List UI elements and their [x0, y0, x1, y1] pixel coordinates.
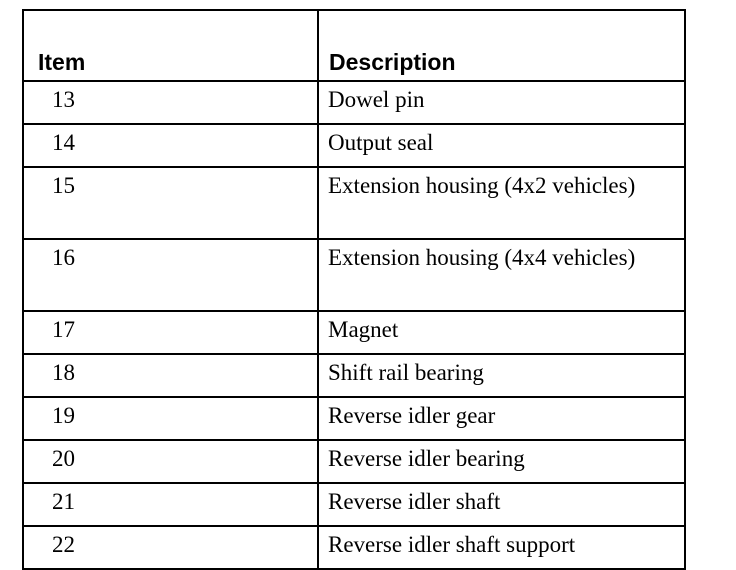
item-number-cell: 19 [23, 397, 318, 440]
description-cell: Shift rail bearing [318, 354, 685, 397]
table-row [23, 124, 685, 167]
item-number-cell: 20 [23, 440, 318, 483]
item-number-cell: 17 [23, 311, 318, 354]
item-number-cell: 13 [23, 81, 318, 124]
table-row [23, 167, 685, 239]
item-number-cell: 14 [23, 124, 318, 167]
description-column-header: Description [318, 10, 685, 81]
table-header-row [23, 10, 685, 81]
description-cell: Reverse idler shaft support [318, 526, 685, 569]
table-row [23, 397, 685, 440]
item-column-header: Item [23, 10, 318, 81]
item-number-cell: 21 [23, 483, 318, 526]
item-number-cell: 16 [23, 239, 318, 311]
table-row [23, 81, 685, 124]
description-cell: Reverse idler shaft [318, 483, 685, 526]
description-cell: Extension housing (4x2 vehicles) [318, 167, 685, 239]
item-number-cell: 22 [23, 526, 318, 569]
table-row [23, 483, 685, 526]
table-row [23, 354, 685, 397]
table-row [23, 311, 685, 354]
table-row [23, 440, 685, 483]
item-number-cell: 18 [23, 354, 318, 397]
description-cell: Reverse idler bearing [318, 440, 685, 483]
description-cell: Dowel pin [318, 81, 685, 124]
parts-table [22, 9, 686, 570]
description-cell: Reverse idler gear [318, 397, 685, 440]
table-row [23, 526, 685, 569]
description-cell: Extension housing (4x4 vehicles) [318, 239, 685, 311]
table-row [23, 239, 685, 311]
description-cell: Output seal [318, 124, 685, 167]
item-number-cell: 15 [23, 167, 318, 239]
description-cell: Magnet [318, 311, 685, 354]
